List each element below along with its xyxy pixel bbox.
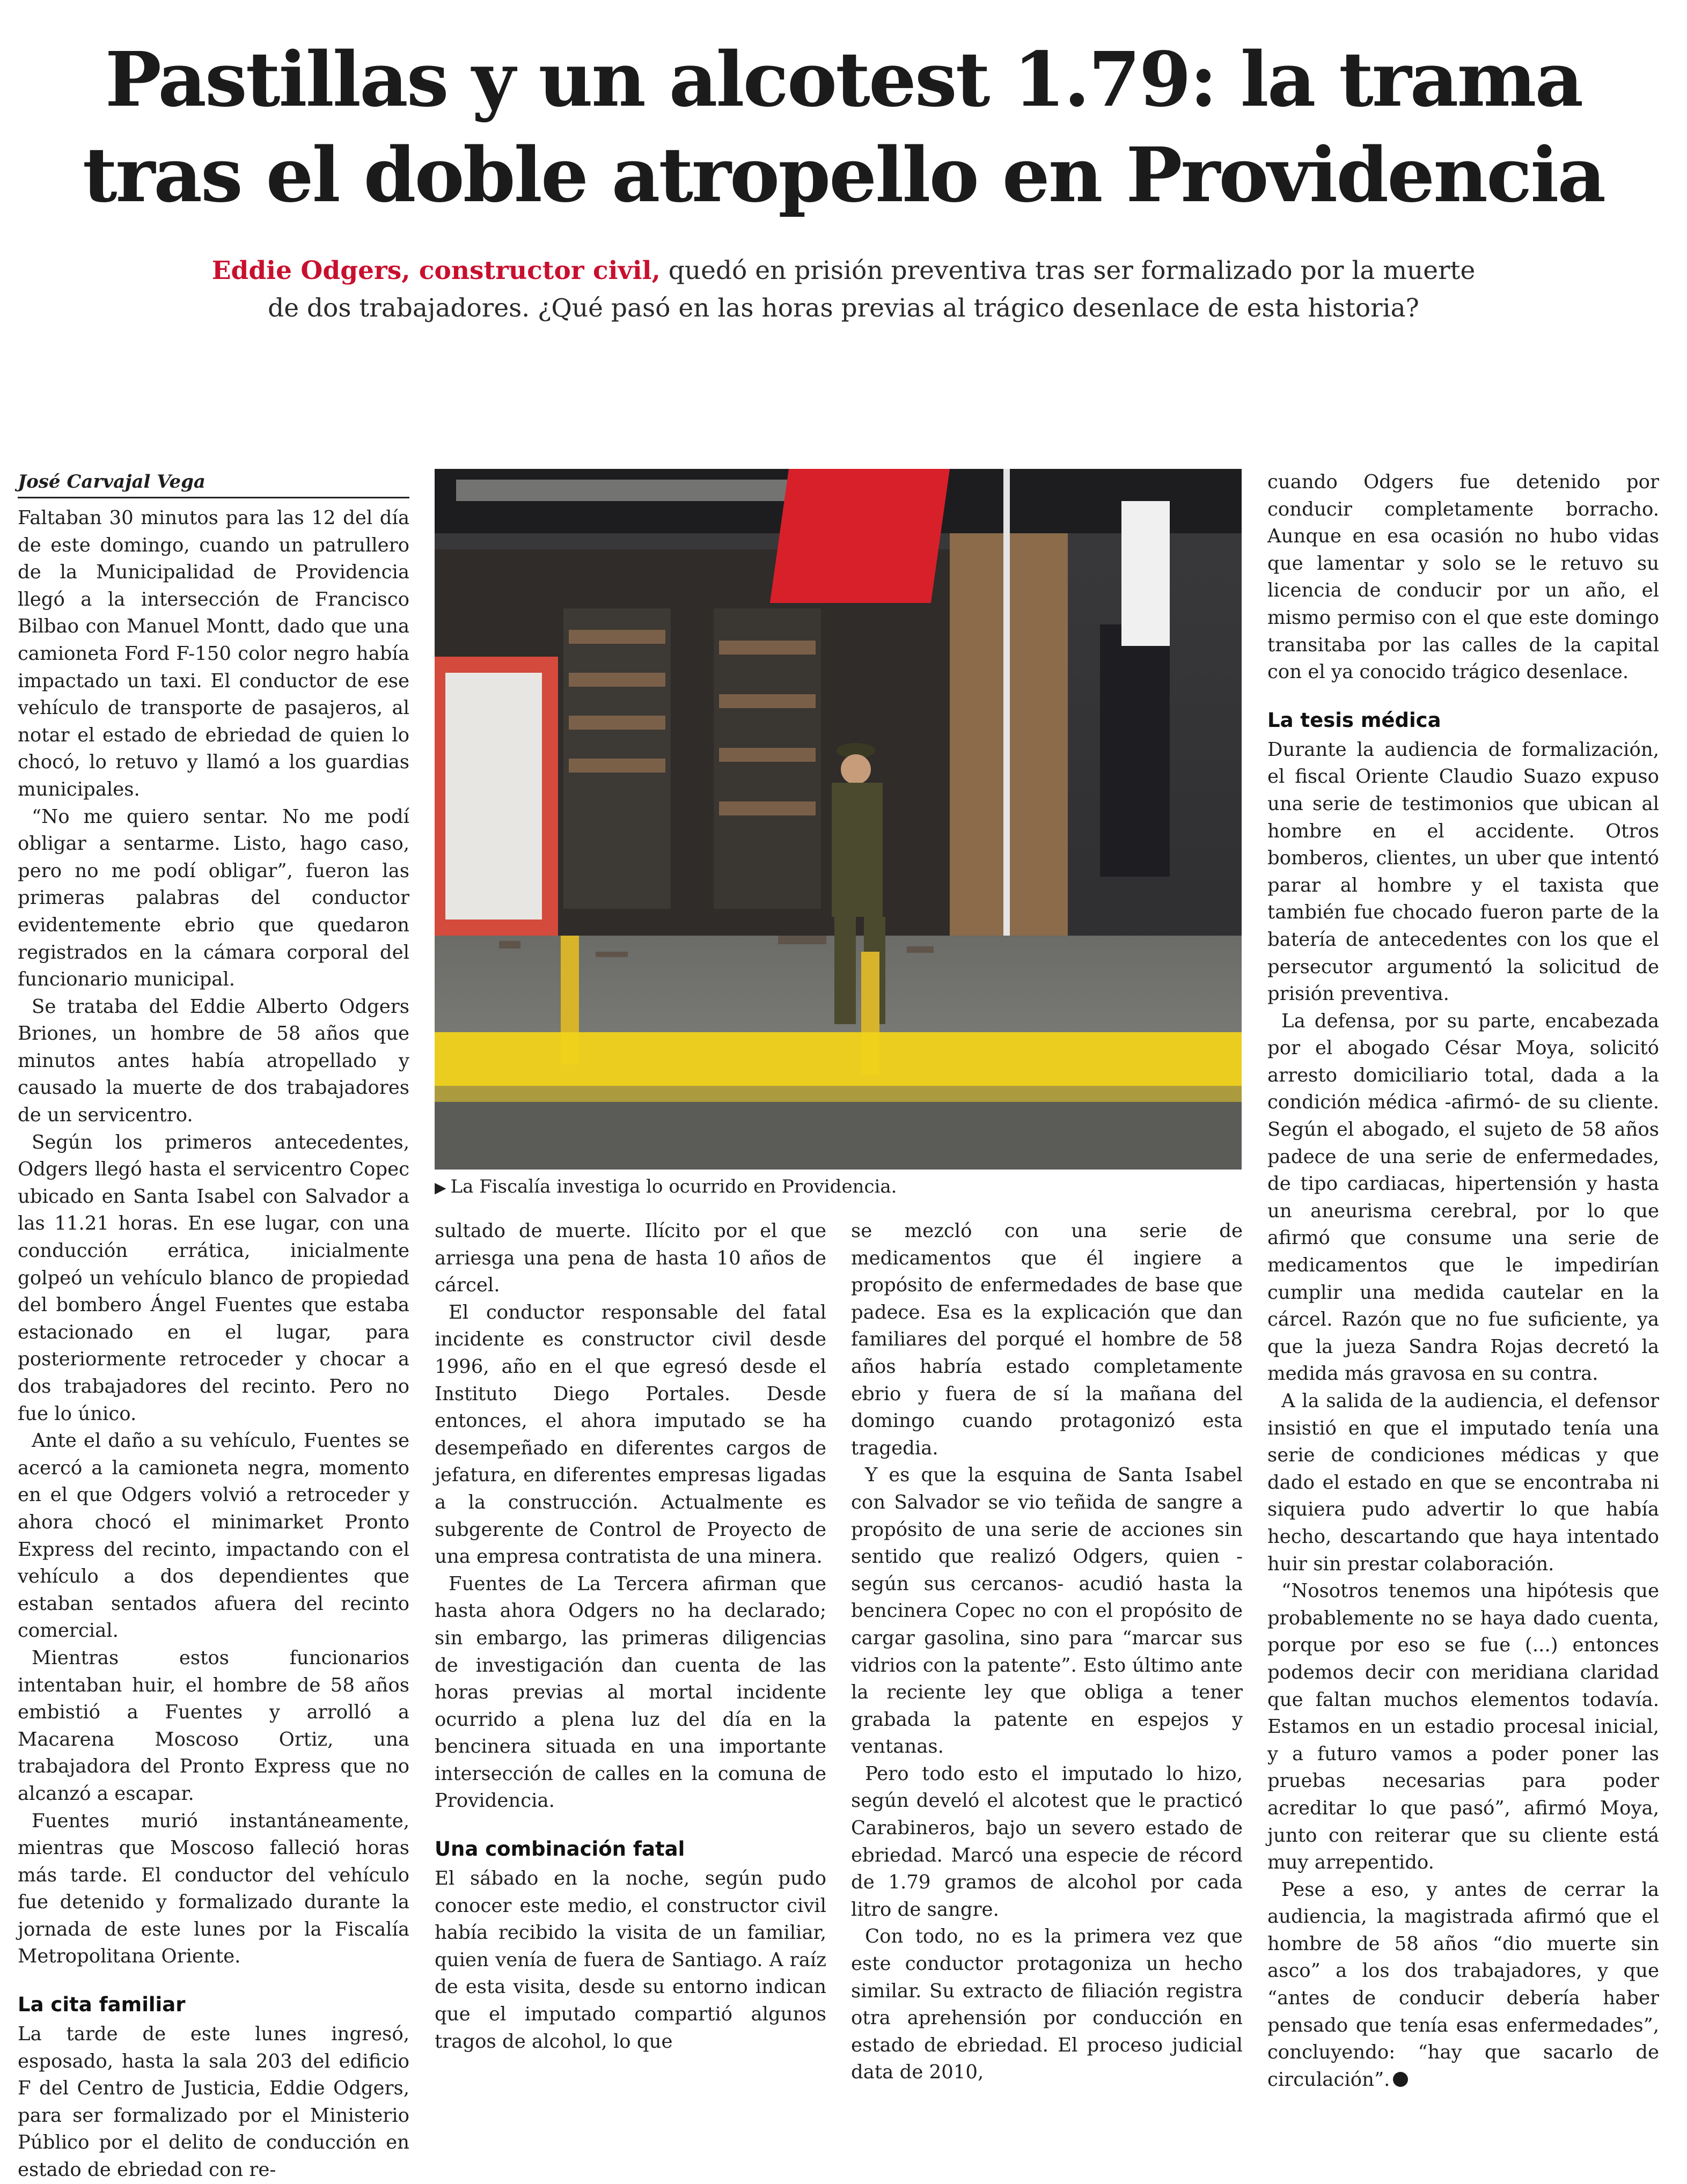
article-column-2 (435, 1218, 826, 2053)
caption-text: La Fiscalía investiga lo ocurrido en Providencia. (450, 1176, 897, 1197)
subheading-cita-familiar: La cita familiar (18, 1993, 186, 2017)
paragraph: “No me quiero sentar. No me podí obligar a sentarme. Listo, hago caso, pero no me podí obligar”, fueron las primeras palabras del conductor evidentemente ebrio que quedaron registrados en la cámara corporal del funcionario municipal. (18, 805, 409, 991)
byline: José Carvajal Vega (18, 469, 409, 498)
paragraph: Durante la audiencia de formalización, el fiscal Oriente Claudio Suazo expuso una serie de testimonios que ubican al hombre en el accidente. Otros bomberos, clientes, un uber que intentó parar al hombre y el taxista que también fue chocado fueron parte de la batería de antecedentes con los que el persecutor argumentó la solicitud de prisión preventiva. (1267, 738, 1659, 1005)
police-tape (435, 1032, 1242, 1086)
paragraph: Con todo, no es la primera vez que este conductor protagoniza un hecho similar. Su extracto de filiación registra otra aprehensión por conducción en estado de ebriedad. El proceso judicial data de 2010, (851, 1925, 1243, 2084)
photo-caption (435, 1174, 1242, 1201)
headline (0, 32, 1687, 223)
paragraph: Mientras estos funcionarios intentaban huir, el hombre de 58 años embistió a Fuentes y arrolló a Macarena Moscoso Ortiz, una trabajadora del Pronto Express que no alcanzó a escapar. (18, 1646, 409, 1805)
paragraph: El conductor responsable del fatal incidente es constructor civil desde 1996, año en el que egresó desde el Instituto Diego Portales. Desde entonces, el ahora imputado se ha desempeñado en diferentes cargos de jefatura, en diferentes empresas ligadas a la construcción. Actualmente es subgerente de Control de Proyecto de una empresa contratista de una minera. (435, 1301, 826, 1568)
paragraph: Fuentes de La Tercera afirman que hasta ahora Odgers no ha declarado; sin embargo, las primeras diligencias de investigación dan cuenta de las horas previas al mortal incidente ocurrido a plena luz del día en la bencinera situada en una importante intersección de calles en la comuna de Providencia. (435, 1572, 826, 1812)
caption-arrow-icon: ▶ (435, 1179, 446, 1196)
news-photo (435, 469, 1242, 1170)
paragraph: Pero todo esto el imputado lo hizo, según develó el alcotest que le practicó Carabineros, bajo un severo estado de ebriedad. Marcó una especie de récord de 1.79 gramos de alcohol por cada litro de sangre. (851, 1762, 1243, 1921)
police-tape-shadow (435, 1086, 1242, 1102)
paragraph: A la salida de la audiencia, el defensor insistió en que el imputado tenía una serie de condiciones médicas y que dado el estado en que se encontraba ni siquiera pudo advertir lo que había hecho, descartando que haya intentado huir sin prestar colaboración. (1267, 1390, 1659, 1575)
white-flag (1121, 501, 1170, 646)
headline-line-2: tras el doble atropello en Providencia (82, 131, 1605, 219)
lead-paragraph (204, 252, 1483, 327)
paragraph: La defensa, por su parte, encabezada por el abogado César Moya, solicitó arresto domiciliario total, dada a la condición médica -afirmó- de su cliente. Según el abogado, el sujeto de 58 años padece de una serie de enfermedades, de tipo cardiacas, hipertensión y hasta un aneurisma cerebral, por lo que afirmó que consume una serie de medicamentos que le impedirían cumplir una medida cautelar en la cárcel. Razón que no fue suficiente, ya que la jueza Sandra Rojas decretó la medida más gravosa en su contra. (1267, 1010, 1659, 1385)
paragraph: “Nosotros tenemos una hipótesis que probablemente no se haya dado cuenta, porque por eso se fue (...) entonces podemos decir con meridiana claridad que faltan muchos elementos todavía. Estamos en un estadio procesal inicial, y a futuro vamos a poder poner las pruebas necesarias para poder acreditar lo que pasó”, afirmó Moya, junto con reiterar que su cliente está muy arrepentido. (1267, 1580, 1659, 1874)
article-column-4 (1267, 469, 1659, 2091)
refrigerator-glass (445, 673, 542, 920)
paragraph: El sábado en la noche, según pudo conocer este medio, el constructor civil había recibido la visita de un familiar, quien venía de fuera de Santiago. A raíz de esta visita, desde su entorno indican que el imputado compartió algunos tragos de alcohol, lo que (435, 1867, 826, 2053)
paragraph: La tarde de este lunes ingresó, esposado, hasta la sala 203 del edificio F del Centro de Justicia, Eddie Odgers, para ser formalizado por el Ministerio Público por el delito de conducción en estado de ebriedad con re- (18, 2023, 409, 2181)
flag-pole (1003, 469, 1010, 1011)
paragraph: Ante el daño a su vehículo, Fuentes se acercó a la camioneta negra, momento en el que Odgers volvió a retroceder y ahora chocó el minimarket Pronto Express del recinto, impactando con el vehículo a dos dependientes que estaban sentados afuera del recinto comercial. (18, 1430, 409, 1642)
paragraph: se mezcló con una serie de medicamentos que él ingiere a propósito de enfermedades de base que padece. Esa es la explicación que dan familiares del porqué el hombre de 58 años habría estado completamente ebrio y fuera de sí la mañana del domingo cuando protagonizó esta tragedia. (851, 1220, 1243, 1459)
paragraph (1267, 1877, 1659, 2094)
end-mark-icon (1393, 2072, 1408, 2087)
paragraph: Faltaban 30 minutos para las 12 del día de este domingo, cuando un patrullero de la Municipalidad de Providencia llegó a la intersección de Francisco Bilbao con Manuel Montt, dado que una camioneta Ford F-150 color negro había impactado un taxi. El conductor de ese vehículo de transporte de pasajeros, al notar el estado de ebriedad de quien lo chocó, lo retuvo y llamó a los guardias municipales. (18, 507, 409, 800)
paragraph: cuando Odgers fue detenido por conducir completamente borracho. Aunque en esa ocasión no hubo vidas que lamentar y solo se le retuvo su licencia de conducir por un año, el mismo permiso con el que este domingo transitaba por las calles de la capital con el ya conocido trágico desenlace. (1267, 471, 1659, 683)
closing-paragraph-text: Pese a eso, y antes de cerrar la audiencia, la magistrada afirmó que el hombre de 58 años “dio muerte sin asco” a los dos trabajadores, y que “antes de conducir debería haber pensado que tenía esas enfermedades”, concluyendo: “hay que sacarlo de circulación”. (1267, 1878, 1659, 2091)
paragraph: Y es que la esquina de Santa Isabel con Salvador se vio teñida de sangre a propósito de una serie de acciones sin sentido que realizó Odgers, quien -según sus cercanos- acudió hasta la bencinera Copec no con el propósito de cargar gasolina, sino para “marcar sus vidrios con la patente”. Esto último ante la reciente ley que obliga a tener grabada la patente en espejos y ventanas. (851, 1464, 1243, 1758)
street (435, 1102, 1242, 1170)
paragraph: sultado de muerte. Ilícito por el que arriesga una pena de hasta 10 años de cárcel. (435, 1220, 826, 1297)
paragraph: Fuentes murió instantáneamente, mientras que Moscoso falleció horas más tarde. El conductor del vehículo fue detenido y formalizado durante la jornada de este lunes por la Fiscalía Metropolitana Oriente. (18, 1810, 409, 1968)
headline-line-1: Pastillas y un alcotest 1.79: la trama (105, 36, 1582, 124)
red-flag (770, 469, 950, 603)
photo-illustration (435, 469, 1242, 1170)
article-column-3 (851, 1218, 1243, 2084)
subheading-tesis-medica: La tesis médica (1267, 708, 1441, 732)
lead-line-1: quedó en prisión preventiva tras ser formalizado por la muerte (660, 256, 1476, 285)
lead-line-2: de dos trabajadores. ¿Qué pasó en las horas previas al trágico desenlace de esta historia? (268, 293, 1419, 323)
article-column-1 (18, 469, 409, 2181)
lead-highlight: Eddie Odgers, constructor civil, (211, 256, 661, 285)
paragraph: Según los primeros antecedentes, Odgers llegó hasta el servicentro Copec ubicado en Santa Isabel con Salvador a las 11.21 horas. En ese lugar, con una conducción errática, inicialmente golpeó un vehículo blanco de propiedad del bombero Ángel Fuentes que estaba estacionado en el lugar, para posteriormente retroceder y chocar a dos trabajadores del recinto. Pero no fue lo único. (18, 1131, 409, 1425)
subheading-combinacion-fatal: Una combinación fatal (435, 1837, 685, 1861)
paragraph: Se trataba del Eddie Alberto Odgers Briones, un hombre de 58 años que minutos antes había atropellado y causado la muerte de dos trabajadores de un servicentro. (18, 995, 409, 1127)
side-display (1100, 624, 1170, 877)
